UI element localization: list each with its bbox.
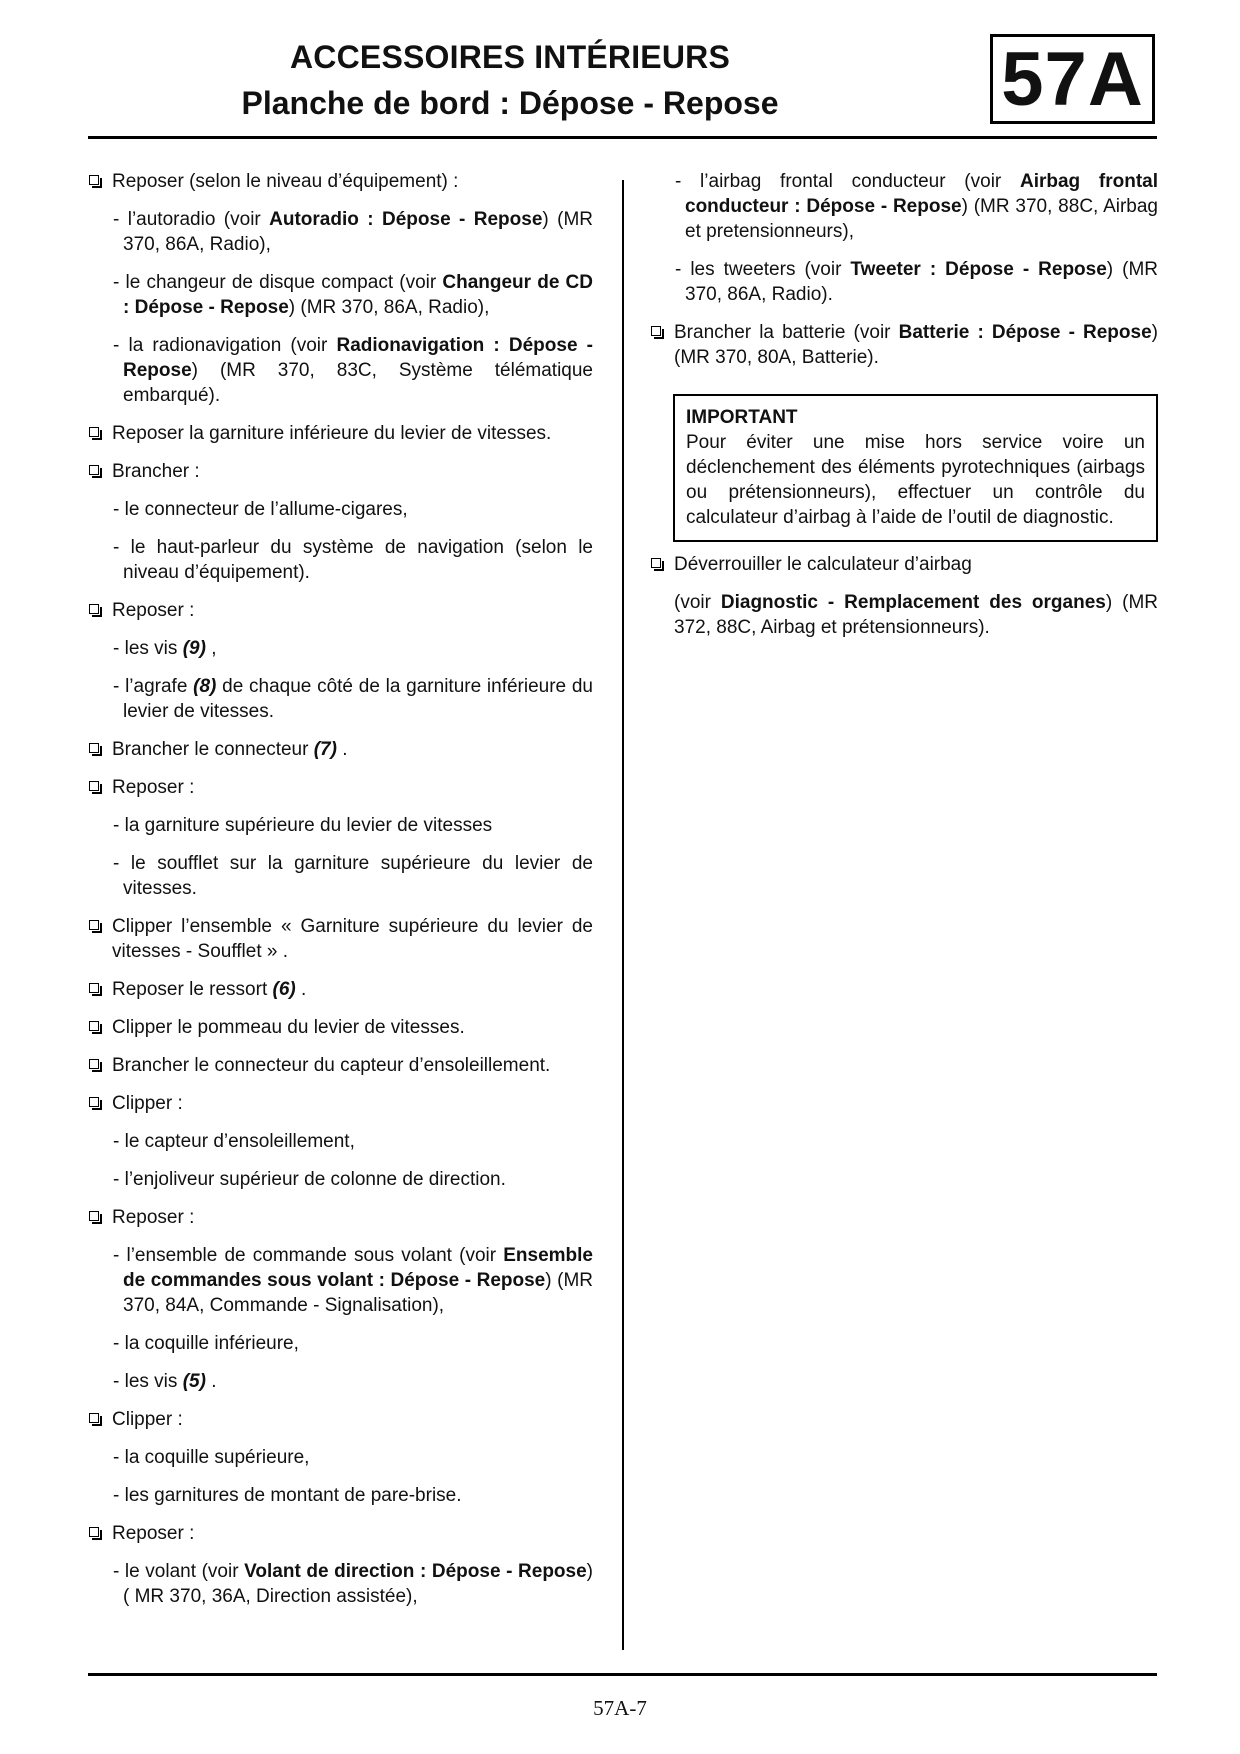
sub-step: - les tweeters (voir Tweeter : Dépose - Repose) (MR 370, 86A, Radio). bbox=[675, 259, 1159, 305]
checkbox-bullet-icon bbox=[89, 920, 99, 930]
checkbox-bullet-icon bbox=[89, 1021, 99, 1031]
checkbox-bullet-icon bbox=[89, 743, 99, 753]
step-item: Reposer : bbox=[88, 1521, 593, 1546]
step-item: Brancher le connecteur du capteur d’ensoleillement. bbox=[88, 1053, 593, 1078]
checkbox-bullet-icon bbox=[89, 427, 99, 437]
sub-step: - les vis (9) , bbox=[113, 638, 217, 659]
sub-step: - l’enjoliveur supérieur de colonne de direction. bbox=[113, 1169, 506, 1190]
column-divider bbox=[622, 180, 624, 1650]
sub-step: - la coquille supérieure, bbox=[113, 1447, 310, 1468]
step-item: Clipper le pommeau du levier de vitesses. bbox=[88, 1015, 593, 1040]
step-item: Déverrouiller le calculateur d’airbag bbox=[650, 552, 1158, 577]
sub-step: - la coquille inférieure, bbox=[113, 1333, 299, 1354]
sub-step: - la garniture supérieure du levier de vitesses bbox=[113, 815, 493, 836]
sub-step: - l’autoradio (voir Autoradio : Dépose - Repose) (MR 370, 86A, Radio), bbox=[113, 209, 594, 255]
sub-step: - la radionavigation (voir Radionavigation : Dépose - Repose) (MR 370, 83C, Système télématique embarqué). bbox=[113, 335, 593, 406]
page-title: Planche de bord : Dépose - Repose bbox=[241, 85, 779, 121]
left-column bbox=[88, 169, 593, 1622]
step-item: Reposer la garniture inférieure du levier de vitesses. bbox=[88, 421, 593, 446]
checkbox-bullet-icon bbox=[89, 465, 99, 475]
sub-step: - le soufflet sur la garniture supérieure du levier de vitesses. bbox=[113, 853, 593, 899]
step-item: Brancher le connecteur (7) . bbox=[88, 737, 593, 762]
checkbox-bullet-icon bbox=[89, 1211, 99, 1221]
page-header bbox=[200, 34, 820, 126]
checkbox-bullet-icon bbox=[89, 983, 99, 993]
sub-step: - le changeur de disque compact (voir Changeur de CD : Dépose - Repose) (MR 370, 86A, Radio), bbox=[113, 272, 593, 318]
step-item: Brancher la batterie (voir Batterie : Dépose - Repose) (MR 370, 80A, Batterie). bbox=[650, 320, 1158, 370]
header-divider bbox=[88, 136, 1157, 139]
step-item: Clipper : bbox=[88, 1407, 593, 1432]
sub-step: - l’agrafe (8) de chaque côté de la garniture inférieure du levier de vitesses. bbox=[113, 676, 593, 722]
chapter-title: ACCESSOIRES INTÉRIEURS bbox=[289, 39, 731, 75]
sub-step: - les garnitures de montant de pare-brise. bbox=[113, 1485, 462, 1506]
checkbox-bullet-icon bbox=[89, 1413, 99, 1423]
checkbox-bullet-icon bbox=[89, 781, 99, 791]
right-column bbox=[650, 169, 1158, 653]
important-text: Pour éviter une mise hors service voire un déclenchement des éléments pyrotechniques (airbags ou prétensionneurs), effectuer un contrôle du calculateur d’airbag à l’aide de l’outil de diagnostic. bbox=[686, 432, 1145, 528]
step-item: Reposer (selon le niveau d’équipement) : bbox=[88, 169, 593, 194]
step-item: Clipper : bbox=[88, 1091, 593, 1116]
sub-step: - le connecteur de l’allume-cigares, bbox=[113, 499, 408, 520]
step-item: Brancher : bbox=[88, 459, 593, 484]
step-note: (voir Diagnostic - Remplacement des organes) (MR 372, 88C, Airbag et prétensionneurs). bbox=[674, 592, 1158, 638]
checkbox-bullet-icon bbox=[89, 604, 99, 614]
checkbox-bullet-icon bbox=[89, 1059, 99, 1069]
step-item: Reposer : bbox=[88, 1205, 593, 1230]
checkbox-bullet-icon bbox=[89, 1097, 99, 1107]
checkbox-bullet-icon bbox=[89, 1527, 99, 1537]
footer-divider bbox=[88, 1673, 1157, 1676]
sub-step: - le haut-parleur du système de navigation (selon le niveau d’équipement). bbox=[113, 537, 593, 583]
step-item: Clipper l’ensemble « Garniture supérieure du levier de vitesses - Soufflet » . bbox=[88, 914, 593, 964]
important-title: IMPORTANT bbox=[686, 407, 798, 428]
important-notice-box bbox=[673, 394, 1158, 542]
page-number: 57A-7 bbox=[593, 1696, 647, 1720]
checkbox-bullet-icon bbox=[651, 326, 661, 336]
step-item: Reposer le ressort (6) . bbox=[88, 977, 593, 1002]
sub-step: - les vis (5) . bbox=[113, 1371, 217, 1392]
step-item: Reposer : bbox=[88, 598, 593, 623]
checkbox-bullet-icon bbox=[651, 558, 661, 568]
sub-step: - l’ensemble de commande sous volant (voir Ensemble de commandes sous volant : Dépose - Repose) (MR 370, 84A, Commande - Signalisation), bbox=[113, 1245, 594, 1316]
section-code-badge: 57A bbox=[990, 34, 1155, 124]
step-item: Reposer : bbox=[88, 775, 593, 800]
sub-step: - l’airbag frontal conducteur (voir Airbag frontal conducteur : Dépose - Repose) (MR 370, 88C, Airbag et pretensionneurs), bbox=[675, 171, 1158, 242]
sub-step: - le capteur d’ensoleillement, bbox=[113, 1131, 355, 1152]
checkbox-bullet-icon bbox=[89, 175, 99, 185]
sub-step: - le volant (voir Volant de direction : Dépose - Repose) ( MR 370, 36A, Direction assistée), bbox=[113, 1561, 593, 1607]
